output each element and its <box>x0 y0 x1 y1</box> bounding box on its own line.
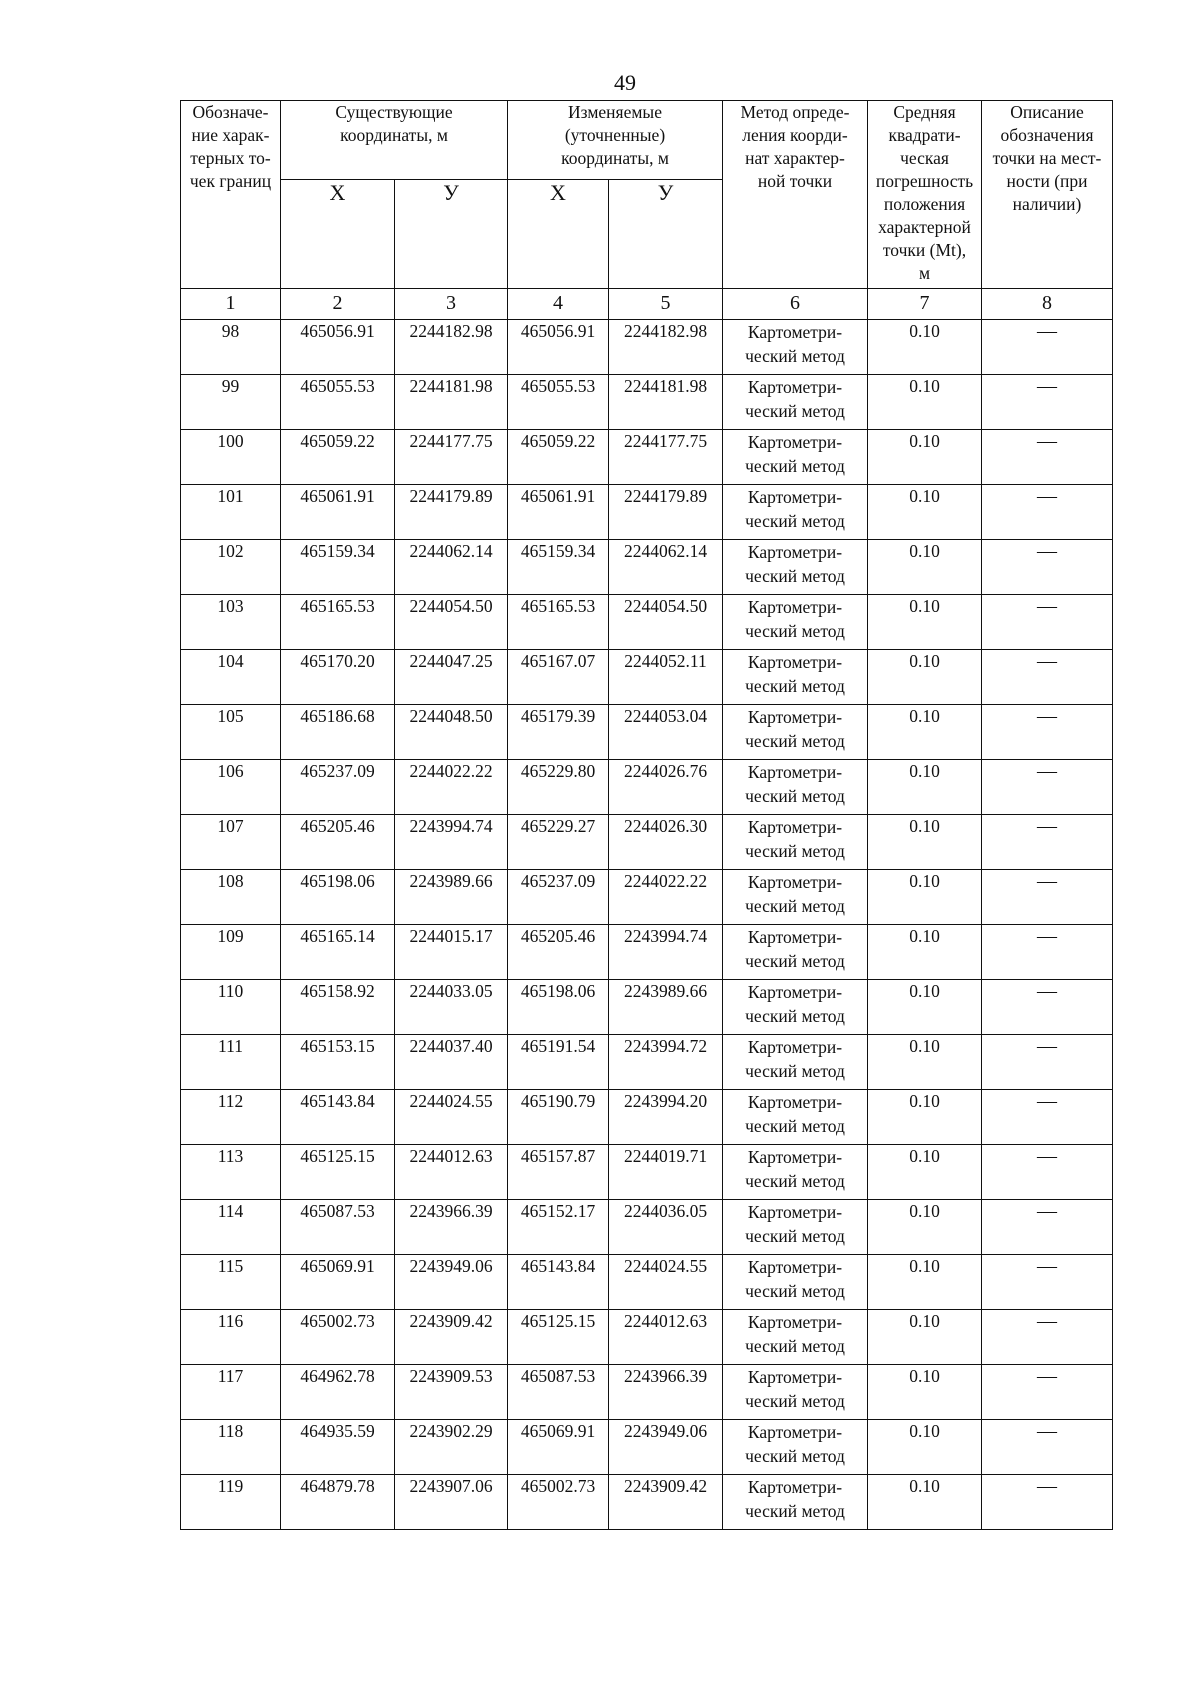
table-row <box>181 1420 1113 1475</box>
cell-changed-x: 465125.15 <box>508 1310 609 1365</box>
cell-method: Картометри- ческий метод <box>723 705 868 760</box>
cell-changed-y: 2243994.72 <box>609 1035 723 1090</box>
cell-changed-x: 465229.27 <box>508 815 609 870</box>
cell-changed-y: 2243966.39 <box>609 1365 723 1420</box>
cell-point: 100 <box>181 430 281 485</box>
cell-point: 117 <box>181 1365 281 1420</box>
cell-changed-y: 2244019.71 <box>609 1145 723 1200</box>
cell-changed-y: 2244026.76 <box>609 760 723 815</box>
cell-description: — <box>982 705 1113 760</box>
table-row <box>181 1090 1113 1145</box>
table-row <box>181 815 1113 870</box>
cell-method: Картометри- ческий метод <box>723 1200 868 1255</box>
cell-point: 105 <box>181 705 281 760</box>
cell-changed-y: 2244036.05 <box>609 1200 723 1255</box>
cell-existing-y: 2244054.50 <box>395 595 508 650</box>
cell-error: 0.10 <box>868 1365 982 1420</box>
table-row <box>181 430 1113 485</box>
cell-existing-y: 2244047.25 <box>395 650 508 705</box>
cell-error: 0.10 <box>868 1035 982 1090</box>
column-number: 8 <box>982 289 1113 320</box>
cell-existing-x: 465055.53 <box>281 375 395 430</box>
cell-existing-y: 2243949.06 <box>395 1255 508 1310</box>
cell-description: — <box>982 815 1113 870</box>
cell-error: 0.10 <box>868 595 982 650</box>
cell-existing-x: 465087.53 <box>281 1200 395 1255</box>
cell-existing-x: 465125.15 <box>281 1145 395 1200</box>
cell-existing-y: 2243902.29 <box>395 1420 508 1475</box>
cell-point: 106 <box>181 760 281 815</box>
cell-description: — <box>982 1310 1113 1365</box>
cell-changed-x: 465159.34 <box>508 540 609 595</box>
cell-existing-y: 2243989.66 <box>395 870 508 925</box>
cell-changed-x: 465055.53 <box>508 375 609 430</box>
cell-point: 110 <box>181 980 281 1035</box>
cell-existing-x: 465056.91 <box>281 320 395 375</box>
column-number-row <box>181 289 1113 320</box>
cell-existing-y: 2244048.50 <box>395 705 508 760</box>
cell-point: 115 <box>181 1255 281 1310</box>
cell-changed-x: 465179.39 <box>508 705 609 760</box>
cell-method: Картометри- ческий метод <box>723 650 868 705</box>
cell-existing-y: 2244062.14 <box>395 540 508 595</box>
cell-description: — <box>982 1420 1113 1475</box>
cell-error: 0.10 <box>868 1420 982 1475</box>
cell-existing-y: 2244181.98 <box>395 375 508 430</box>
cell-changed-x: 465237.09 <box>508 870 609 925</box>
cell-existing-x: 465059.22 <box>281 430 395 485</box>
cell-changed-y: 2243994.20 <box>609 1090 723 1145</box>
cell-existing-y: 2244022.22 <box>395 760 508 815</box>
page-number: 49 <box>614 70 636 95</box>
cell-changed-y: 2243949.06 <box>609 1420 723 1475</box>
cell-error: 0.10 <box>868 320 982 375</box>
cell-description: — <box>982 485 1113 540</box>
table-row <box>181 540 1113 595</box>
cell-method: Картометри- ческий метод <box>723 1475 868 1530</box>
cell-method: Картометри- ческий метод <box>723 485 868 540</box>
cell-method: Картометри- ческий метод <box>723 870 868 925</box>
header-method: Метод опреде- ления коорди- нат характер- ной точки <box>723 101 868 289</box>
cell-existing-y: 2244033.05 <box>395 980 508 1035</box>
cell-method: Картометри- ческий метод <box>723 1035 868 1090</box>
cell-method: Картометри- ческий метод <box>723 980 868 1035</box>
cell-existing-x: 465061.91 <box>281 485 395 540</box>
cell-method: Картометри- ческий метод <box>723 1310 868 1365</box>
cell-method: Картометри- ческий метод <box>723 595 868 650</box>
cell-changed-x: 465143.84 <box>508 1255 609 1310</box>
cell-description: — <box>982 540 1113 595</box>
cell-changed-x: 465152.17 <box>508 1200 609 1255</box>
header-existing-x: X <box>281 180 395 289</box>
cell-description: — <box>982 925 1113 980</box>
cell-method: Картометри- ческий метод <box>723 1420 868 1475</box>
cell-error: 0.10 <box>868 980 982 1035</box>
cell-description: — <box>982 760 1113 815</box>
cell-point: 102 <box>181 540 281 595</box>
cell-error: 0.10 <box>868 1200 982 1255</box>
cell-changed-x: 465191.54 <box>508 1035 609 1090</box>
cell-changed-x: 465069.91 <box>508 1420 609 1475</box>
coordinates-table <box>180 100 1113 1530</box>
cell-changed-y: 2244182.98 <box>609 320 723 375</box>
column-number: 2 <box>281 289 395 320</box>
cell-changed-x: 465002.73 <box>508 1475 609 1530</box>
cell-existing-y: 2244179.89 <box>395 485 508 540</box>
table-row <box>181 595 1113 650</box>
cell-description: — <box>982 595 1113 650</box>
header-error: Средняя квадрати- ческая погрешность положения характерной точки (Mt), м <box>868 101 982 289</box>
cell-changed-y: 2244024.55 <box>609 1255 723 1310</box>
cell-error: 0.10 <box>868 1310 982 1365</box>
cell-error: 0.10 <box>868 650 982 705</box>
cell-changed-y: 2243994.74 <box>609 925 723 980</box>
cell-existing-x: 465205.46 <box>281 815 395 870</box>
cell-existing-x: 465143.84 <box>281 1090 395 1145</box>
table-row <box>181 705 1113 760</box>
cell-error: 0.10 <box>868 760 982 815</box>
cell-changed-y: 2244053.04 <box>609 705 723 760</box>
table-row <box>181 320 1113 375</box>
cell-error: 0.10 <box>868 1145 982 1200</box>
cell-existing-y: 2243909.53 <box>395 1365 508 1420</box>
table-row <box>181 1200 1113 1255</box>
cell-error: 0.10 <box>868 815 982 870</box>
cell-existing-x: 465198.06 <box>281 870 395 925</box>
cell-changed-x: 465165.53 <box>508 595 609 650</box>
cell-changed-x: 465205.46 <box>508 925 609 980</box>
cell-method: Картометри- ческий метод <box>723 375 868 430</box>
cell-point: 104 <box>181 650 281 705</box>
header-existing-coords: Существующие координаты, м <box>281 101 508 180</box>
table-row <box>181 485 1113 540</box>
table-row <box>181 1365 1113 1420</box>
cell-description: — <box>982 320 1113 375</box>
table-row <box>181 650 1113 705</box>
table-row <box>181 980 1113 1035</box>
cell-description: — <box>982 870 1113 925</box>
cell-changed-y: 2244054.50 <box>609 595 723 650</box>
header-changed-y: У <box>609 180 723 289</box>
cell-existing-x: 464879.78 <box>281 1475 395 1530</box>
cell-error: 0.10 <box>868 485 982 540</box>
cell-existing-y: 2244012.63 <box>395 1145 508 1200</box>
cell-existing-x: 465158.92 <box>281 980 395 1035</box>
cell-description: — <box>982 375 1113 430</box>
cell-existing-x: 465153.15 <box>281 1035 395 1090</box>
column-number: 7 <box>868 289 982 320</box>
cell-existing-y: 2243909.42 <box>395 1310 508 1365</box>
cell-existing-y: 2244015.17 <box>395 925 508 980</box>
column-number: 1 <box>181 289 281 320</box>
cell-existing-x: 465069.91 <box>281 1255 395 1310</box>
cell-changed-y: 2243989.66 <box>609 980 723 1035</box>
cell-point: 108 <box>181 870 281 925</box>
cell-changed-y: 2244012.63 <box>609 1310 723 1365</box>
cell-changed-y: 2243909.42 <box>609 1475 723 1530</box>
cell-existing-y: 2243966.39 <box>395 1200 508 1255</box>
cell-point: 113 <box>181 1145 281 1200</box>
cell-existing-x: 465170.20 <box>281 650 395 705</box>
cell-changed-x: 465157.87 <box>508 1145 609 1200</box>
table-row <box>181 760 1113 815</box>
cell-existing-x: 465186.68 <box>281 705 395 760</box>
cell-changed-x: 465198.06 <box>508 980 609 1035</box>
cell-description: — <box>982 650 1113 705</box>
cell-error: 0.10 <box>868 1255 982 1310</box>
cell-changed-x: 465167.07 <box>508 650 609 705</box>
header-point: Обозначе- ние харак- терных то- чек границ <box>181 101 281 289</box>
cell-changed-x: 465061.91 <box>508 485 609 540</box>
cell-point: 111 <box>181 1035 281 1090</box>
cell-method: Картометри- ческий метод <box>723 1145 868 1200</box>
table-row <box>181 1475 1113 1530</box>
cell-method: Картометри- ческий метод <box>723 815 868 870</box>
column-number: 3 <box>395 289 508 320</box>
cell-description: — <box>982 1090 1113 1145</box>
table-row <box>181 925 1113 980</box>
cell-description: — <box>982 1255 1113 1310</box>
table-body <box>181 320 1113 1530</box>
cell-error: 0.10 <box>868 925 982 980</box>
cell-changed-x: 465056.91 <box>508 320 609 375</box>
cell-existing-y: 2244024.55 <box>395 1090 508 1145</box>
cell-method: Картометри- ческий метод <box>723 925 868 980</box>
header-description: Описание обозначения точки на мест- ности (при наличии) <box>982 101 1113 289</box>
cell-changed-x: 465087.53 <box>508 1365 609 1420</box>
cell-existing-y: 2244037.40 <box>395 1035 508 1090</box>
cell-point: 118 <box>181 1420 281 1475</box>
table-row <box>181 1310 1113 1365</box>
cell-existing-y: 2243994.74 <box>395 815 508 870</box>
cell-changed-y: 2244177.75 <box>609 430 723 485</box>
cell-error: 0.10 <box>868 705 982 760</box>
cell-description: — <box>982 1200 1113 1255</box>
cell-existing-x: 465165.53 <box>281 595 395 650</box>
cell-method: Картометри- ческий метод <box>723 1090 868 1145</box>
cell-point: 119 <box>181 1475 281 1530</box>
cell-point: 114 <box>181 1200 281 1255</box>
cell-existing-x: 465165.14 <box>281 925 395 980</box>
table-row <box>181 1145 1113 1200</box>
cell-method: Картометри- ческий метод <box>723 320 868 375</box>
cell-existing-y: 2244177.75 <box>395 430 508 485</box>
cell-changed-y: 2244062.14 <box>609 540 723 595</box>
cell-existing-y: 2243907.06 <box>395 1475 508 1530</box>
cell-description: — <box>982 980 1113 1035</box>
cell-changed-y: 2244181.98 <box>609 375 723 430</box>
cell-description: — <box>982 430 1113 485</box>
cell-changed-y: 2244026.30 <box>609 815 723 870</box>
column-number: 4 <box>508 289 609 320</box>
cell-existing-x: 465159.34 <box>281 540 395 595</box>
cell-changed-x: 465229.80 <box>508 760 609 815</box>
cell-description: — <box>982 1475 1113 1530</box>
cell-error: 0.10 <box>868 1475 982 1530</box>
cell-description: — <box>982 1365 1113 1420</box>
cell-existing-y: 2244182.98 <box>395 320 508 375</box>
cell-existing-x: 465237.09 <box>281 760 395 815</box>
cell-error: 0.10 <box>868 1090 982 1145</box>
cell-error: 0.10 <box>868 540 982 595</box>
column-number: 5 <box>609 289 723 320</box>
header-row <box>181 101 1113 180</box>
column-number: 6 <box>723 289 868 320</box>
cell-error: 0.10 <box>868 870 982 925</box>
table-row <box>181 1035 1113 1090</box>
header-existing-y: У <box>395 180 508 289</box>
cell-changed-y: 2244052.11 <box>609 650 723 705</box>
cell-point: 107 <box>181 815 281 870</box>
cell-existing-x: 465002.73 <box>281 1310 395 1365</box>
cell-point: 103 <box>181 595 281 650</box>
cell-point: 98 <box>181 320 281 375</box>
cell-point: 116 <box>181 1310 281 1365</box>
header-changed-coords: Изменяемые (уточненные) координаты, м <box>508 101 723 180</box>
cell-changed-y: 2244022.22 <box>609 870 723 925</box>
table-row <box>181 870 1113 925</box>
cell-method: Картометри- ческий метод <box>723 1365 868 1420</box>
cell-existing-x: 464962.78 <box>281 1365 395 1420</box>
cell-point: 112 <box>181 1090 281 1145</box>
cell-changed-x: 465190.79 <box>508 1090 609 1145</box>
header-changed-x: X <box>508 180 609 289</box>
cell-changed-y: 2244179.89 <box>609 485 723 540</box>
cell-method: Картометри- ческий метод <box>723 540 868 595</box>
cell-error: 0.10 <box>868 375 982 430</box>
cell-method: Картометри- ческий метод <box>723 430 868 485</box>
cell-error: 0.10 <box>868 430 982 485</box>
cell-point: 99 <box>181 375 281 430</box>
cell-existing-x: 464935.59 <box>281 1420 395 1475</box>
cell-method: Картометри- ческий метод <box>723 760 868 815</box>
table-row <box>181 375 1113 430</box>
cell-description: — <box>982 1035 1113 1090</box>
table-row <box>181 1255 1113 1310</box>
cell-description: — <box>982 1145 1113 1200</box>
cell-method: Картометри- ческий метод <box>723 1255 868 1310</box>
cell-point: 109 <box>181 925 281 980</box>
cell-point: 101 <box>181 485 281 540</box>
cell-changed-x: 465059.22 <box>508 430 609 485</box>
